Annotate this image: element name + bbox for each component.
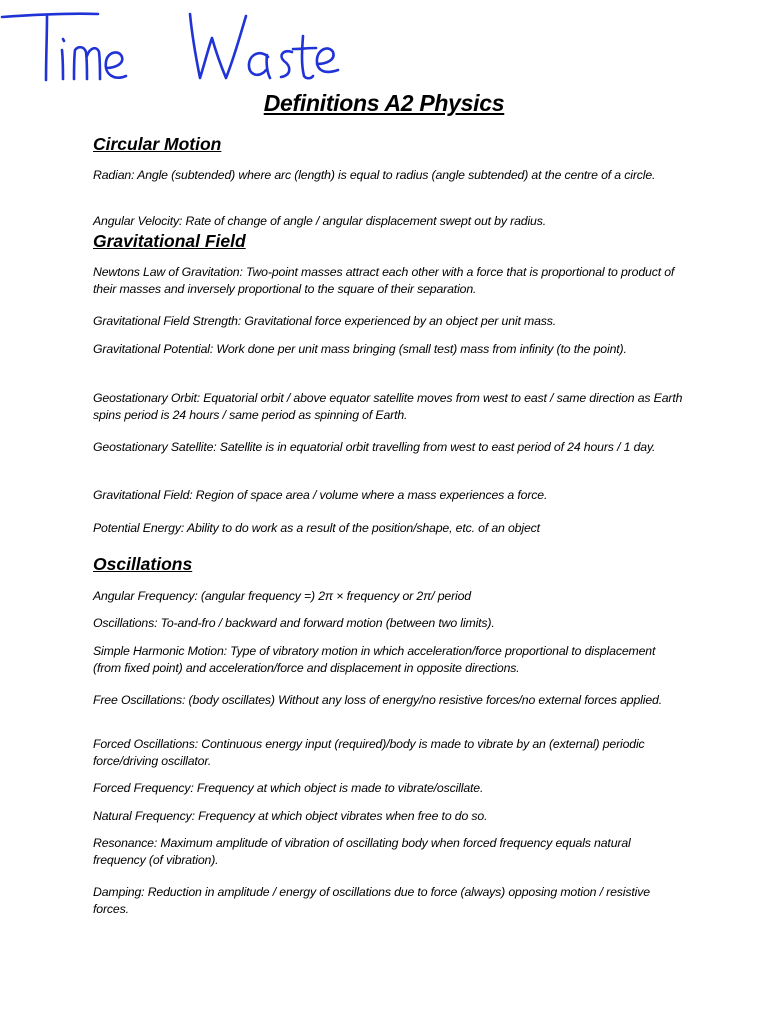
handwritten-note-time-waste [0, 0, 360, 90]
definition-resonance: Resonance: Maximum amplitude of vibration of oscillating body when forced frequency equals natural frequency (of vibration). [93, 836, 631, 867]
section-heading-oscillations: Oscillations [93, 554, 193, 574]
definition-simple-harmonic-motion: Simple Harmonic Motion: Type of vibratory motion in which acceleration/force proportional to displacement (from fixed point) and acceleration/force and displacement in opposite directions. [93, 644, 656, 675]
definition-newtons-law-of-gravitation: Newtons Law of Gravitation: Two-point masses attract each other with a force that is proportional to product of their masses and inversely proportional to the square of their separation. [93, 265, 675, 296]
definition-gravitational-potential: Gravitational Potential: Work done per unit mass bringing (small test) mass from infinity (to the point). [93, 342, 627, 356]
definition-radian: Radian: Angle (subtended) where arc (length) is equal to radius (angle subtended) at the centre of a circle. [93, 168, 656, 182]
definition-natural-frequency: Natural Frequency: Frequency at which object vibrates when free to do so. [93, 809, 488, 823]
definition-forced-oscillations: Forced Oscillations: Continuous energy input (required)/body is made to vibrate by an (external) periodic force/driving oscillator. [93, 737, 645, 768]
section-heading-gravitational-field: Gravitational Field [93, 231, 246, 251]
definition-geostationary-orbit: Geostationary Orbit: Equatorial orbit / above equator satellite moves from west to east / same direction as Earth spins period is 24 hours / same period as spinning of Earth. [93, 391, 683, 422]
definition-geostationary-satellite: Geostationary Satellite: Satellite is in equatorial orbit travelling from west to east period of 24 hours / 1 day. [93, 440, 656, 454]
definition-angular-frequency: Angular Frequency: (angular frequency =) 2π × frequency or 2π/ period [93, 589, 471, 603]
definition-gravitational-field-strength: Gravitational Field Strength: Gravitational force experienced by an object per unit mass. [93, 314, 557, 328]
definition-gravitational-field: Gravitational Field: Region of space area / volume where a mass experiences a force. [93, 488, 548, 502]
definition-free-oscillations: Free Oscillations: (body oscillates) Without any loss of energy/no resistive forces/no external forces applied. [93, 693, 662, 707]
section-heading-circular-motion: Circular Motion [93, 134, 222, 154]
definition-oscillations: Oscillations: To-and-fro / backward and forward motion (between two limits). [93, 616, 495, 630]
definition-forced-frequency: Forced Frequency: Frequency at which object is made to vibrate/oscillate. [93, 781, 484, 795]
definition-damping: Damping: Reduction in amplitude / energy of oscillations due to force (always) opposing motion / resistive forces. [93, 885, 650, 916]
definition-angular-velocity: Angular Velocity: Rate of change of angle / angular displacement swept out by radius. [93, 214, 546, 228]
definition-potential-energy: Potential Energy: Ability to do work as a result of the position/shape, etc. of an object [93, 521, 540, 535]
document-title: Definitions A2 Physics [263, 90, 505, 116]
